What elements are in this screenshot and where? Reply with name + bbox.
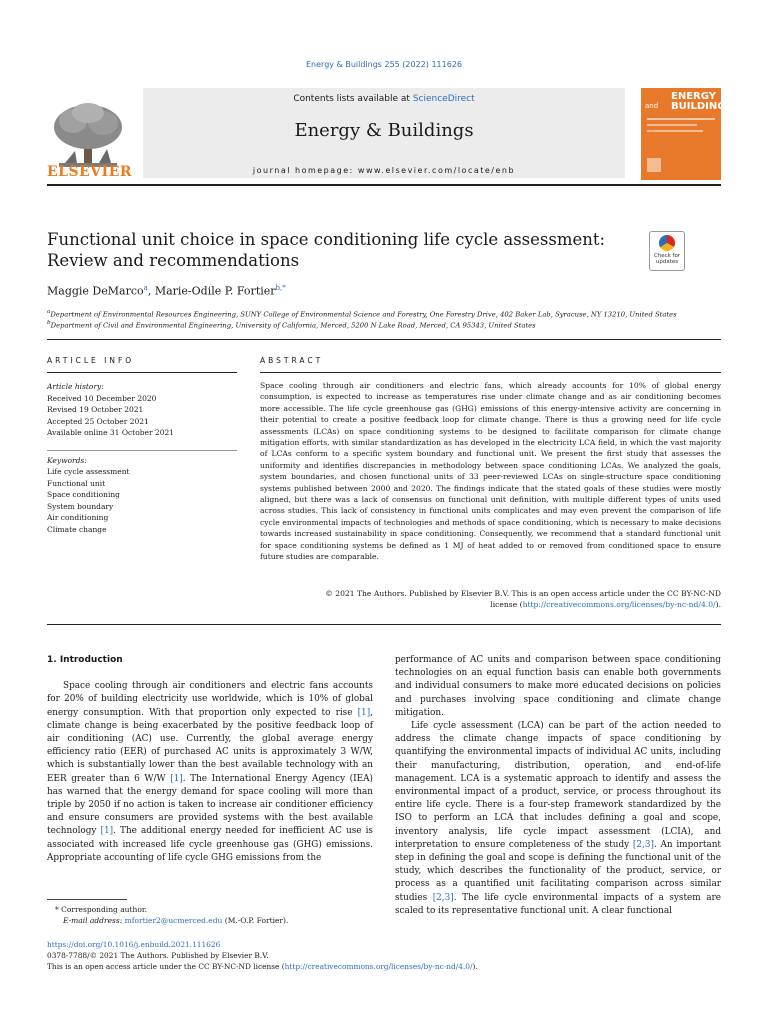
- citation-link[interactable]: [2,3]: [632, 839, 654, 850]
- cover-decoration: [647, 118, 715, 176]
- cover-and: and: [645, 102, 659, 110]
- article-title: Functional unit choice in space conditioning life cycle assessment: Review and recommendations: [47, 230, 606, 270]
- keywords-label: Keywords:: [47, 455, 87, 465]
- affiliation-mark: a: [47, 309, 51, 315]
- footnote-rule: [47, 899, 127, 900]
- intro-paragraph: [47, 680, 373, 865]
- issn-line: 0378-7788/© 2021 The Authors. Published by Elsevier B.V.: [47, 951, 269, 960]
- received-date: Received 10 December 2020: [47, 393, 157, 403]
- affiliation-text: Department of Civil and Environmental Engineering, University of California, Merced, 5200 N Lake Road, Merced, CA 95343, United States: [50, 321, 536, 330]
- author-affiliation-mark[interactable]: b,*: [275, 284, 286, 292]
- section-heading: 1. Introduction: [47, 655, 123, 665]
- text-run: . The International Energy Agency (IEA) has warned that the energy demand for space cooling will more than triple by 2050 if no action is taken to increase air conditioner efficiency and ensure consumers are provided systems with the best available technology: [47, 773, 373, 837]
- article-info-rule: [47, 372, 237, 373]
- intro-paragraph: [395, 720, 721, 918]
- intro-left-column: [47, 654, 373, 865]
- keyword: System boundary: [47, 501, 114, 511]
- intro-paragraph: performance of AC units and comparison between space conditioning technologies on an equal function basis can enable both governments and individual consumers to make more educated decisions on policies and purchases involving space conditioning and climate change mitigation.: [395, 655, 721, 718]
- footnote: [47, 904, 373, 926]
- keyword: Functional unit: [47, 478, 106, 488]
- journal-reference[interactable]: Energy & Buildings 255 (2022) 111626: [306, 60, 462, 69]
- citation-link[interactable]: [2,3]: [432, 892, 454, 903]
- author-affiliation-mark[interactable]: a: [143, 284, 148, 292]
- copyright-line: © 2021 The Authors. Published by Elsevier B.V. This is an open access article under the CC BY-NC-ND: [325, 589, 721, 598]
- license-prefix: license (: [490, 600, 523, 610]
- bottom-info: [47, 939, 727, 972]
- affiliation-rule: [47, 339, 721, 340]
- text-run: . An important step in defining the goal and scope is defining the functional unit of the study, which describes the functionality of the product, service, or process as a quantified unit facilitating comparison across similar studies: [395, 839, 721, 903]
- abstract-text: Space cooling through air conditioners and electric fans, which already accounts for 10% of global energy consumption, is expected to increase as temperatures rise under climate change and as air conditioning becomes more accessible. The life cycle greenhouse gas (GHG) emissions of this energy-intensive activity are concerning in their potential to create a positive feedback loop for climate change. There is thus a growing need for life cycle assessments (LCAs) on space conditioning systems to be designed to facilitate comparison for climate change mitigation efforts, with similar standardization as has developed in the electricity LCA field, in which the vast majority of LCAs conform to a specific system boundary and functional unit. We present the first study that assesses the uniformity and identifies discrepancies in methodology between space conditioning LCAs. We analyzed the goals, system boundaries, and chosen functional units of 33 peer-reviewed LCAs on single-structure space conditioning systems published between 2000 and 2020. The findings indicate that the stated goals of these studies were mostly aligned, but there was a lack of consensus on functional unit definition, with multiple different types of units used across studies. This lack of consistency in functional units complicates and may even prevent the comparison of life cycle environmental impacts of technologies and methods of space conditioning, which is necessary to make decisions towards increased sustainability in space conditioning. Consequently, we recommend that a standard functional unit for space conditioning systems be defined as 1 MJ of heat added to or removed from conditioned space to ensure future studies are comparable.: [260, 381, 721, 562]
- check-updates-label: Check for updates: [653, 253, 681, 265]
- text-run: . The additional energy needed for inefficient AC use is associated with increased life cycle greenhouse gas (GHG) emissions. Appropriate accounting of life cycle GHG emissions from the: [47, 826, 373, 863]
- article-info-heading: ARTICLE INFO: [47, 356, 135, 365]
- affiliation-b: [47, 318, 727, 330]
- text-run: . The life cycle environmental impacts of a system are scaled to its representative functional unit. A clear functional: [395, 892, 721, 916]
- oa-prefix: This is an open access article under the CC BY-NC-ND license (: [47, 962, 285, 971]
- sciencedirect-link[interactable]: ScienceDirect: [412, 94, 475, 104]
- affiliation-text: Department of Environmental Resources Engineering, SUNY College of Environmental Science and Forestry, One Forestry Drive, 402 Baker Lab, Syracuse, NY 13210, United States: [50, 310, 677, 319]
- copyright-notice: [260, 588, 721, 611]
- doi-link[interactable]: https://doi.org/10.1016/j.enbuild.2021.111626: [47, 940, 221, 949]
- license-suffix: ).: [715, 600, 721, 610]
- contents-line: [143, 94, 625, 104]
- oa-suffix: ).: [472, 962, 478, 971]
- text-run: Life cycle assessment (LCA) can be part of the action needed to address the climate change impacts of space conditioning by quantifying the environmental impacts of individual AC units, including their manufacturing, distribution, operation, and end-of-life management. LCA is a systematic approach to identify and assess the environmental impact of a product, service, or process throughout its entire life cycle. There is a four-step framework standardized by the ISO to perform an LCA that includes defining a goal and scope, inventory analysis, life cycle impact assessment (LCIA), and interpretation to ensure completeness of the study: [395, 721, 721, 850]
- abstract-heading: ABSTRACT: [260, 356, 324, 365]
- intro-right-column: [395, 654, 721, 918]
- email-suffix: (M.-O.P. Fortier).: [222, 916, 289, 925]
- corresponding-author: * Corresponding author.: [55, 905, 148, 914]
- journal-homepage[interactable]: journal homepage: www.elsevier.com/locate/enb: [252, 166, 516, 175]
- text-run: , climate change is being exacerbated by the positive feedback loop of air conditioning (AC) use. Currently, the global average energy efficiency ratio (EER) of purchased AC units is approximately 3 W/W, which is substantially lower than the best available technology with an EER greater than 6 W/W: [47, 707, 373, 784]
- citation-link[interactable]: [1]: [170, 773, 183, 784]
- revised-date: Revised 19 October 2021: [47, 405, 144, 414]
- journal-title: Energy & Buildings: [294, 120, 474, 141]
- check-for-updates-badge[interactable]: [649, 231, 685, 271]
- contents-prefix: Contents lists available at: [293, 94, 413, 104]
- license-link[interactable]: http://creativecommons.org/licenses/by-nc-nd/4.0/: [522, 600, 716, 610]
- online-date: Available online 31 October 2021: [47, 428, 175, 437]
- keyword: Climate change: [47, 524, 107, 534]
- citation-link[interactable]: [1]: [100, 826, 114, 837]
- author-name: Marie-Odile P. Fortier: [154, 284, 276, 298]
- article-info: [47, 381, 237, 535]
- abstract-bottom-rule: [47, 624, 721, 625]
- citation-link[interactable]: [1]: [357, 707, 371, 718]
- keywords-rule: [47, 450, 237, 451]
- cover-title: ENERGY BUILDINGS: [671, 91, 733, 112]
- history-label: Article history:: [47, 382, 104, 391]
- keyword: Life cycle assessment: [47, 467, 130, 476]
- keyword: Air conditioning: [47, 513, 109, 522]
- journal-cover-image[interactable]: [641, 88, 733, 180]
- elsevier-wordmark: ELSEVIER: [47, 164, 133, 180]
- accepted-date: Accepted 25 October 2021: [47, 416, 149, 426]
- email-label: E-mail address:: [63, 916, 125, 925]
- authors-line: Maggie DeMarco$^a$, Marie-Odile P. Fortier$^{b,*}$: [47, 284, 286, 298]
- header-rule: [47, 184, 721, 186]
- author-name: Maggie DeMarco: [47, 284, 144, 298]
- check-updates-icon: [659, 235, 675, 251]
- keyword: Space conditioning: [47, 490, 120, 499]
- email-link[interactable]: mfortier2@ucmerced.edu: [124, 916, 223, 925]
- oa-license-link[interactable]: http://creativecommons.org/licenses/by-nc-nd/4.0/: [284, 962, 473, 971]
- text-run: Space cooling through air conditioners and electric fans accounts for 20% of building electricity use worldwide, which is 10% of global energy consumption. With that proportion only expected to rise: [47, 681, 373, 718]
- affiliation-mark: b: [47, 320, 51, 326]
- abstract-rule: [260, 372, 721, 373]
